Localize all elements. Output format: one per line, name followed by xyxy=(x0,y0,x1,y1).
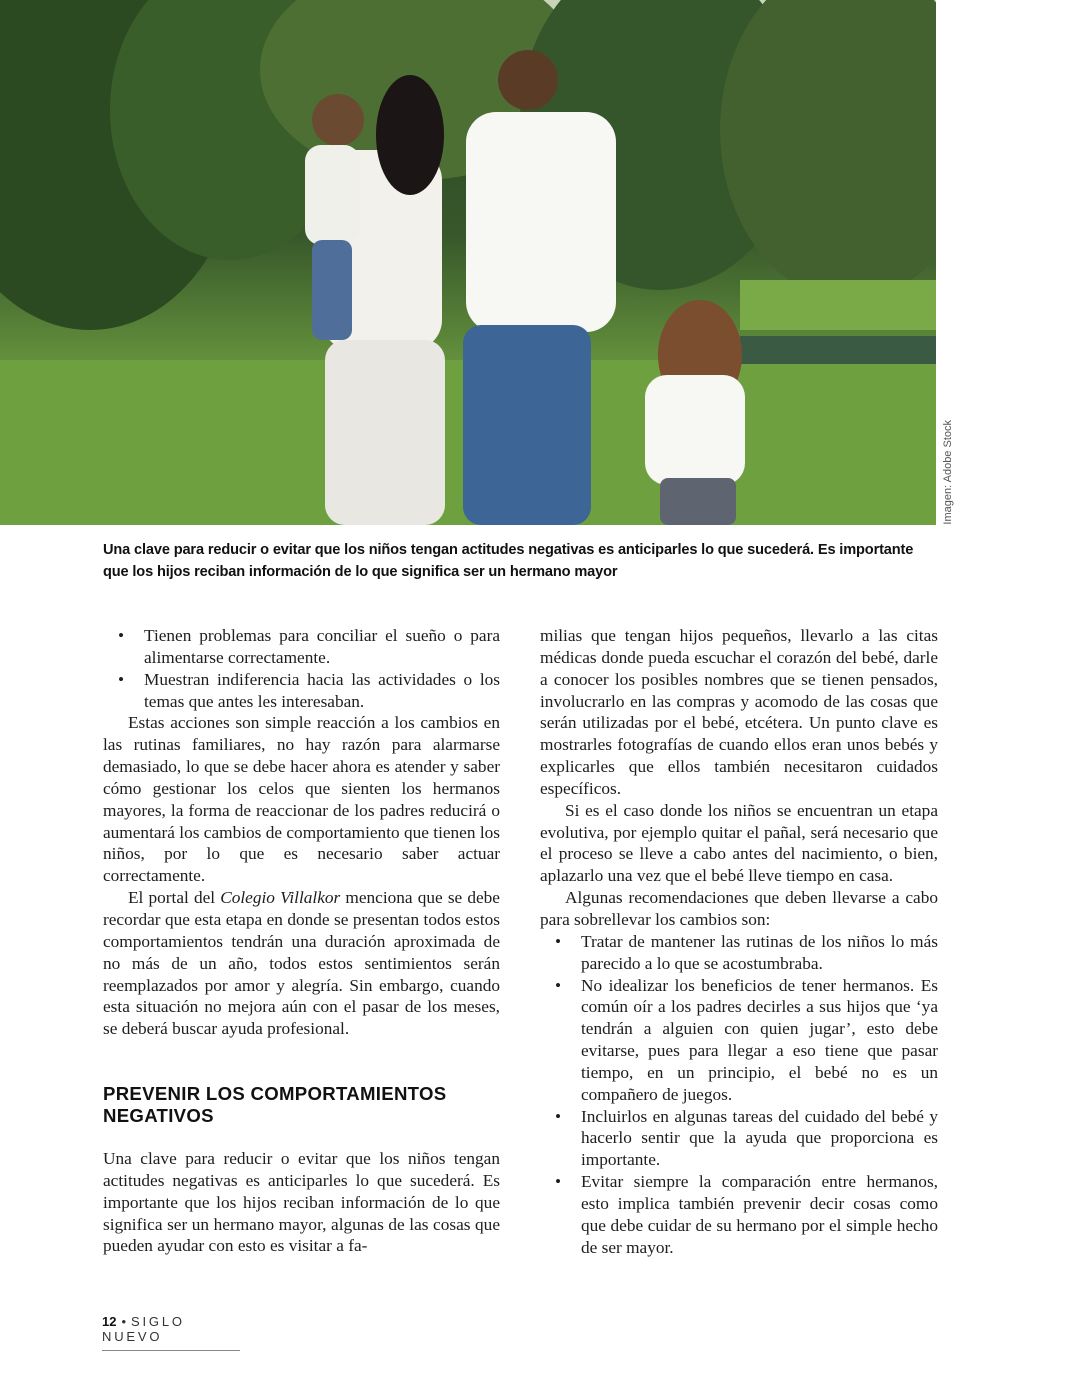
list-item: • No idealizar los beneficios de tener hermanos. Es común oír a los padres decirles a sus hijos que ‘ya tendrán a alguien con quien jugar’, esto debe evitarse, pues para llegar a eso tiene que pasar tiempo, en un principio, el bebé no es un compañero de juegos. xyxy=(540,975,938,1106)
body-paragraph: Estas acciones son simple reacción a los cambios en las rutinas familiares, no hay razón para alarmarse demasiado, lo que se debe hacer ahora es atender y saber cómo gestionar los celos que sienten los hermanos mayores, la forma de reaccionar de los padres reducirá o aumentará los cambios de comportamiento que tienen los niños, por lo que es necesario saber actuar correctamente. xyxy=(103,713,500,886)
left-bullet-list xyxy=(103,625,500,712)
right-column xyxy=(540,625,938,1258)
left-column xyxy=(103,625,500,1257)
section-heading: PREVENIR LOS COMPORTAMIENTOS NEGATIVOS xyxy=(103,1083,447,1127)
footer-separator: • xyxy=(121,1314,127,1329)
body-paragraph xyxy=(103,887,500,1040)
italic-school-name: Colegio Villalkor xyxy=(220,888,341,908)
list-item: • Tratar de mantener las rutinas de los niños lo más parecido a lo que se acostumbraba. xyxy=(540,931,938,975)
right-bullet-list xyxy=(540,931,938,1259)
photo-credit-text: Imagen: Adobe Stock xyxy=(942,420,954,525)
photo-caption: Una clave para reducir o evitar que los niños tengan actitudes negativas es anticiparles lo que sucederá. Es importante que los hijos reciban información de lo que significa ser un hermano mayor xyxy=(103,542,914,580)
body-paragraph: Algunas recomendaciones que deben llevarse a cabo para sobrellevar los cambios son: xyxy=(540,888,938,929)
page-number: 12 xyxy=(102,1314,117,1329)
page-footer xyxy=(102,1314,240,1351)
body-paragraph: Si es el caso donde los niños se encuentran un etapa evolutiva, por ejemplo quitar el pañal, será necesario que el proceso se lleve a cabo antes del nacimiento, o bien, aplazarlo una vez que el bebé lleve tiempo en casa. xyxy=(540,800,938,886)
photo-credit xyxy=(936,300,960,525)
family-photo xyxy=(0,0,936,525)
list-item: • Tienen problemas para conciliar el sueño o para alimentarse correctamente. xyxy=(103,625,500,669)
text-run: menciona que se debe recordar que esta etapa en donde se presentan todos estos comportamientos tendrán una duración aproximada de no más de un año, todos estos sentimientos serán reemplazados por amor y alegría. Sin embargo, cuando esta situación no mejora aún con el pasar de los meses, se deberá buscar ayuda profesional. xyxy=(103,888,500,1039)
list-item: • Muestran indiferencia hacia las actividades o los temas que antes les interesaban. xyxy=(103,669,500,713)
text-run: El portal del xyxy=(128,888,221,908)
body-paragraph: Una clave para reducir o evitar que los niños tengan actitudes negativas es anticiparles lo que sucederá. Es importante que los hijos reciban información de lo que significa ser un hermano mayor, algunas de las cosas que pueden ayudar con esto es visitar a fa- xyxy=(103,1149,500,1256)
list-item: • Incluirlos en algunas tareas del cuidado del bebé y hacerlo sentir que la ayuda que proporciona es importante. xyxy=(540,1106,938,1172)
body-paragraph: milias que tengan hijos pequeños, llevarlo a las citas médicas donde pueda escuchar el corazón del bebé, darle a conocer los posibles nombres que se tienen pensados, involucrarlo en las compras y acomodo de las cosas que serán utilizadas por el bebé, etcétera. Un punto clave es mostrarles fotografías de cuando ellos eran unos bebés y explicarles que ellos también necesitaron cuidados específicos. xyxy=(540,626,938,798)
list-item: • Evitar siempre la comparación entre hermanos, esto implica también prevenir decir cosas como que debe cuidar de su hermano por el simple hecho de ser mayor. xyxy=(540,1171,938,1258)
magazine-name: SIGLO NUEVO xyxy=(102,1314,185,1344)
family-photo-illustration xyxy=(0,0,936,525)
